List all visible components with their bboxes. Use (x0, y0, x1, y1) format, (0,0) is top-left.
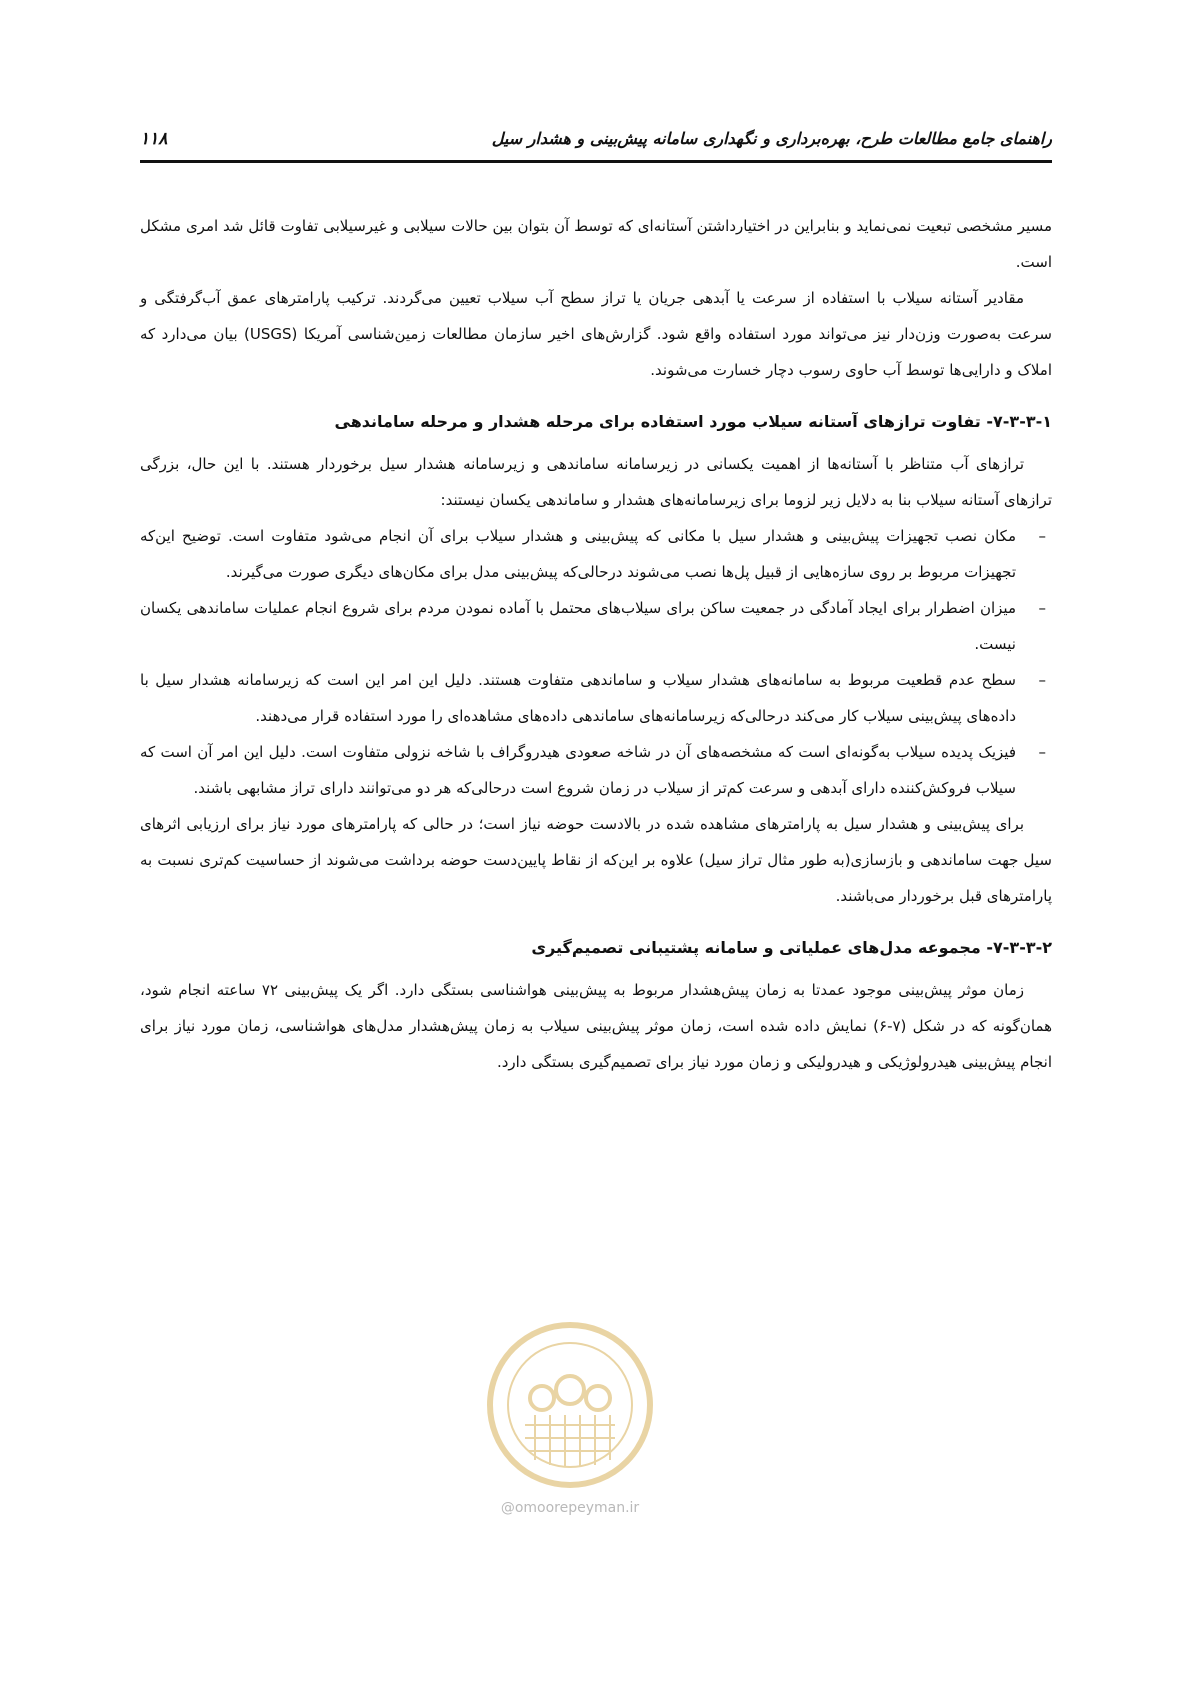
paragraph-3: ترازهای آب متناظر با آستانه‌ها از اهمیت یکسانی در زیرسامانه ساماندهی و زیرسامانه هشدار سیل برخوردار هستند. با این حال، بزرگی ترازهای آستانه سیلاب بنا به دلایل زیر لزوما برای زیرسامانه‌های هشدار و ساماندهی یکسان نیستند: (140, 455, 1052, 509)
list-item-text: سطح عدم قطعیت مربوط به سامانه‌های هشدار سیلاب و ساماندهی متفاوت هستند. دلیل این امر این است که زیرسامانه هشدار سیل با داده‌های پیش‌بینی سیلاب کار می‌کند درحالی‌که زیرسامانه‌های ساماندهی داده‌های مشاهده‌ای را مورد استفاده قرار می‌دهند. (140, 671, 1016, 725)
reasons-list (140, 518, 1052, 806)
list-item (140, 590, 1052, 662)
dash-bullet: – (1038, 599, 1046, 617)
page-header (140, 128, 1052, 160)
paragraph-1: مسیر مشخصی تبعیت نمی‌نماید و بنابراین در اختیارداشتن آستانه‌ای که توسط آن بتوان بین حالات سیلابی و غیرسیلابی تفاوت قائل شد امری مشکل است. (140, 217, 1052, 271)
list-item-text: میزان اضطرار برای ایجاد آمادگی در جمعیت ساکن برای سیلاب‌های محتمل با آماده نمودن مردم برای شروع انجام عملیات ساماندهی یکسان نیست. (140, 599, 1016, 653)
list-item-text: مکان نصب تجهیزات پیش‌بینی و هشدار سیل با مکانی که پیش‌بینی و هشدار سیلاب برای آن انجام می‌شود متفاوت است. توضیح این‌که تجهیزات مربوط بر روی سازه‌هایی از قبیل پل‌ها نصب می‌شوند درحالی‌که پیش‌بینی مدل برای مکان‌های دیگری صورت می‌گیرند. (140, 527, 1016, 581)
paragraph-4: برای پیش‌بینی و هشدار سیل به پارامترهای مشاهده شده در بالادست حوضه نیاز است؛ در حالی که پارامترهای مورد نیاز برای ارزیابی اثرهای سیل جهت ساماندهی و بازسازی(به طور مثال تراز سیل) علاوه بر این‌که از نقاط پایین‌دست حوضه برداشت می‌شوند از حساسیت کم‌تری نسبت به پارامترهای قبل برخوردار می‌باشند. (140, 815, 1052, 905)
dash-bullet: – (1038, 743, 1046, 761)
page-number: ۱۱۸ (140, 129, 168, 149)
list-item-text: فیزیک پدیده سیلاب به‌گونه‌ای است که مشخصه‌های آن در شاخه صعودی هیدروگراف با شاخه نزولی متفاوت است. دلیل این امر آن است که سیلاب فروکش‌کننده دارای آبدهی و سرعت کم‌تر از سیلاب در زمان شروع است درحالی‌که هر دو می‌توانند دارای تراز مشابهی باشند. (140, 743, 1016, 797)
header-rule (140, 160, 1052, 163)
section-heading-1: ۷-۳-۳-۱- تفاوت ترازهای آستانه سیلاب مورد استفاده برای مرحله هشدار و مرحله ساماندهی (334, 412, 1052, 431)
paragraph-2: مقادیر آستانه سیلاب با استفاده از سرعت یا آبدهی جریان یا تراز سطح آب سیلاب تعیین می‌گردند. ترکیب پارامترهای عمق آب‌گرفتگی و سرعت به‌صورت وزن‌دار نیز می‌تواند مورد استفاده واقع شود. گزارش‌های اخیر سازمان مطالعات زمین‌شناسی آمریکا (USGS) بیان می‌دارد که املاک و دارایی‌ها توسط آب حاوی رسوب دچار خسارت می‌شوند. (140, 289, 1052, 379)
dash-bullet: – (1038, 671, 1046, 689)
running-title: راهنمای جامع مطالعات طرح، بهره‌برداری و نگهداری سامانه پیش‌بینی و هشدار سیل (491, 129, 1052, 148)
paragraph-5: زمان موثر پیش‌بینی موجود عمدتا به زمان پیش‌هشدار مربوط به پیش‌بینی هواشناسی بستگی دارد. اگر یک پیش‌بینی ۷۲ ساعته انجام شود، همان‌گونه که در شکل (۷-۶) نمایش داده شده است، زمان موثر پیش‌بینی سیلاب به زمان پیش‌هشدار مدل‌های هواشناسی، زمان مورد نیاز برای انجام پیش‌بینی هیدرولوژیکی و هیدرولیکی و زمان مورد نیاز برای تصمیم‌گیری بستگی دارد. (140, 981, 1052, 1071)
list-item (140, 518, 1052, 590)
watermark-text: @omoorepeyman.ir (500, 1500, 640, 1516)
body-text (140, 208, 1052, 1080)
dash-bullet: – (1038, 527, 1046, 545)
section-heading-2: ۷-۳-۳-۲- مجموعه مدل‌های عملیاتی و سامانه پشتیبانی تصمیم‌گیری (531, 938, 1052, 957)
watermark-logo (470, 1310, 670, 1510)
list-item (140, 662, 1052, 734)
list-item (140, 734, 1052, 806)
